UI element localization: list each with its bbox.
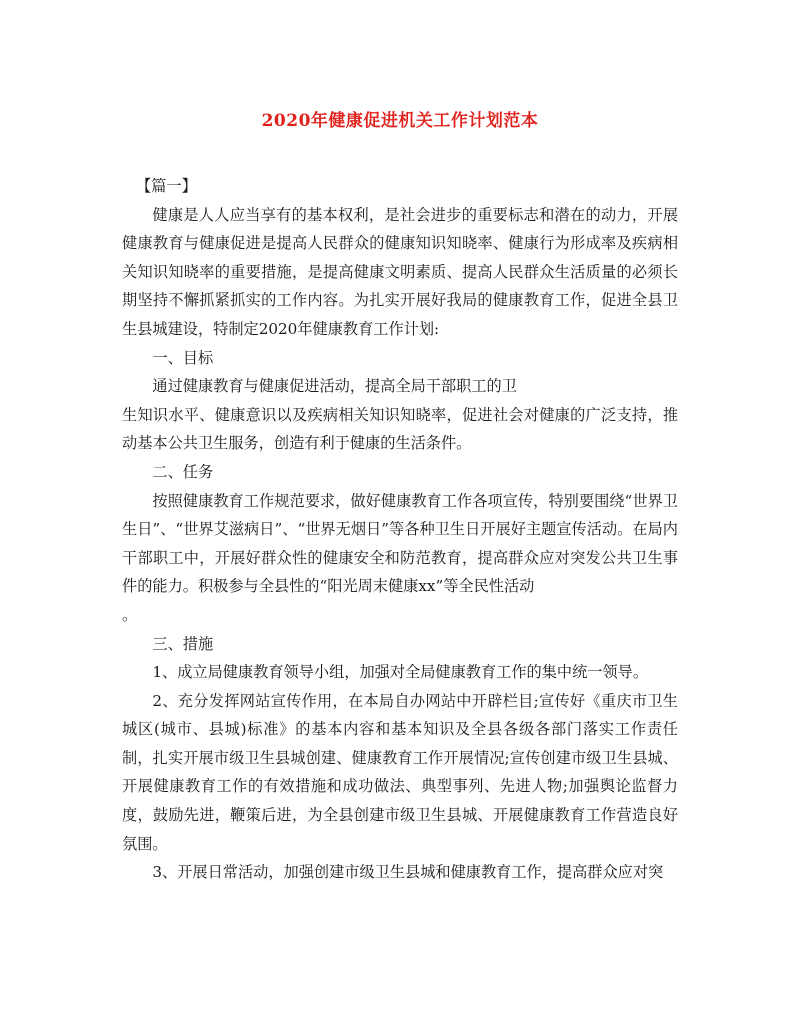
document-title: 2020年健康促进机关工作计划范本 xyxy=(261,111,539,131)
paragraph-goal-line1: 通过健康教育与健康促进活动，提高全局干部职工的卫 xyxy=(152,377,517,396)
paragraph-intro: 健康是人人应当享有的基本权利，是社会进步的重要标志和潜在的动力，开展健康教育与健康促进是提高人民群众的健康知识知晓率、健康行为形成率及疾病相关知识知晓率的重要措施，是提高健康文明素质、提高人民群众生活质量的必须长期坚持不懈抓紧抓实的工作内容。为扎实开展好我局的健康教育工作，促进全县卫生县城建设，特制定2020年健康教育工作计划: xyxy=(122,205,678,338)
document-body xyxy=(122,172,678,887)
paragraph-task: 按照健康教育工作规范要求，做好健康教育工作各项宣传，特别要围绕“世界卫生日”、“世界艾滋病日”、“世界无烟日”等各种卫生日开展好主题宣传活动。在局内干部职工中，开展好群众性的健康安全和防范教育，提高群众应对突发公共卫生事件的能力。积极参与全县性的“阳光周末健康xx”等全民性活动 xyxy=(122,491,678,596)
section-label: 【篇一】 xyxy=(136,177,197,195)
paragraph-goal-line2: 生知识水平、健康意识以及疾病相关知识知晓率，促进社会对健康的广泛支持，推动基本公共卫生服务，创造有利于健康的生活条件。 xyxy=(122,405,678,453)
heading-goal: 一、目标 xyxy=(152,348,214,367)
heading-task: 二、任务 xyxy=(152,462,214,481)
paragraph-measure-2: 2、充分发挥网站宣传作用，在本局自办网站中开辟栏目;宣传好《重庆市卫生城区(城市、县城)标准》的基本内容和基本知识及全县各级各部门落实工作责任制，扎实开展市级卫生县城创建、健康教育工作开展情况;宣传创建市级卫生县城、开展健康教育工作的有效措施和成功做法、典型事列、先进人物;加强舆论监督力度，鼓励先进，鞭策后进，为全县创建市级卫生县城、开展健康教育工作营造良好氛围。 xyxy=(122,691,678,853)
heading-measures: 三、措施 xyxy=(152,634,214,653)
paragraph-measure-1: 1、成立局健康教育领导小组，加强对全局健康教育工作的集中统一领导。 xyxy=(152,663,649,682)
paragraph-measure-3: 3、开展日常活动，加强创建市级卫生县城和健康教育工作，提高群众应对突 xyxy=(152,863,664,882)
paragraph-task-tail: 。 xyxy=(122,605,138,624)
